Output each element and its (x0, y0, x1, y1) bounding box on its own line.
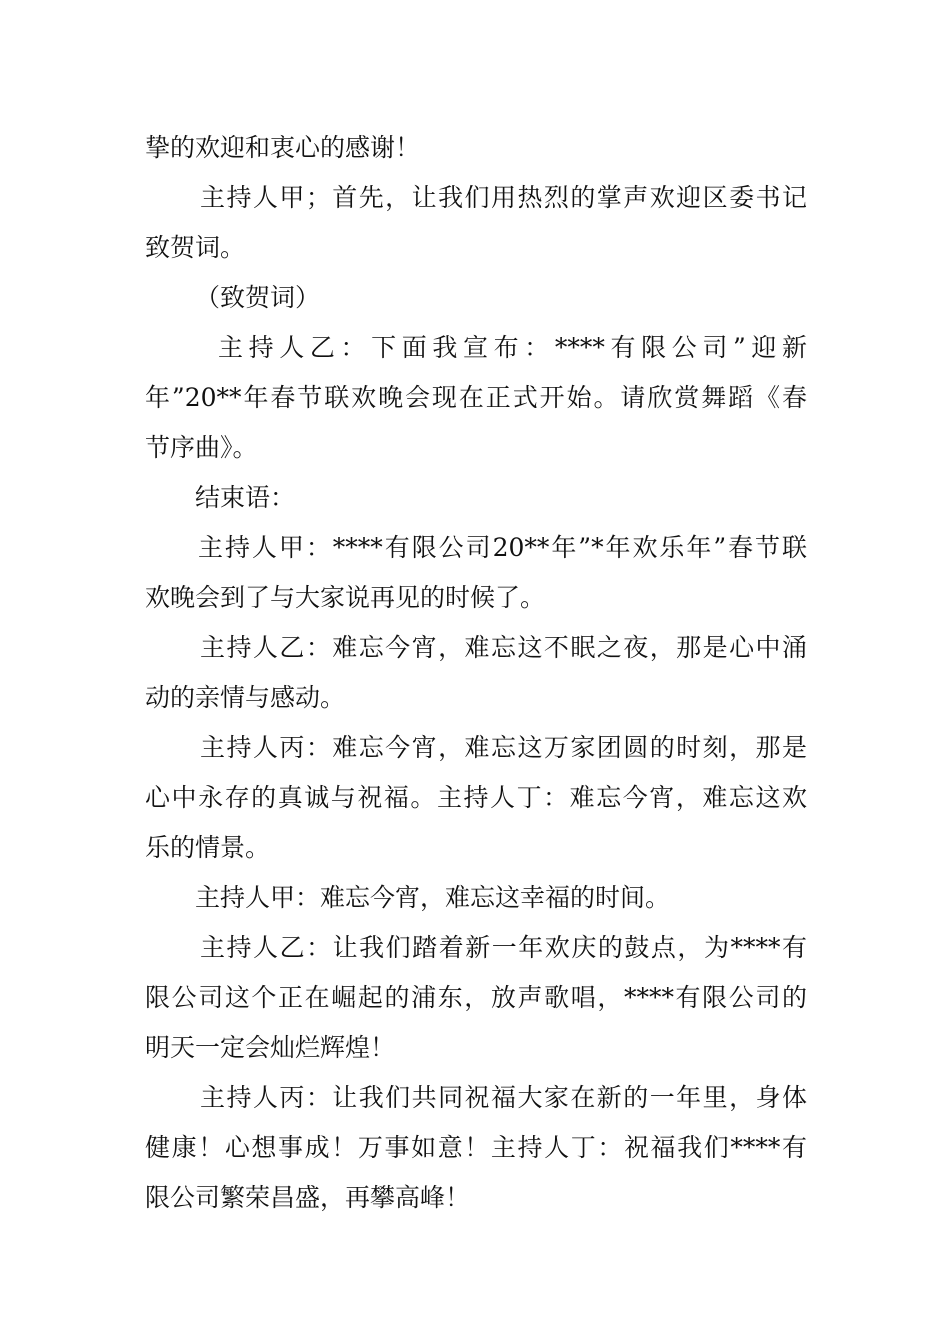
text-line: 主持人甲；首先，让我们用热烈的掌声欢迎区委书记 (200, 183, 807, 212)
text-line: 欢晚会到了与大家说再见的时候了。 (145, 583, 546, 612)
text-line: 健康！心想事成！万事如意！主持人丁：祝福我们****有 (145, 1133, 807, 1162)
text-line: 年”20**年春节联欢晚会现在正式开始。请欣赏舞蹈《春 (145, 383, 807, 412)
text-line: 明天一定会灿烂辉煌！ (145, 1033, 396, 1062)
text-line: 限公司这个正在崛起的浦东，放声歌唱，****有限公司的 (145, 983, 807, 1012)
text-line: 节序曲》。 (145, 433, 258, 462)
text-line: 主持人乙：难忘今宵，难忘这不眠之夜，那是心中涌 (200, 633, 807, 662)
text-line: 主持人丙：让我们共同祝福大家在新的一年里，身体 (200, 1083, 807, 1112)
text-line: （致贺词） (195, 283, 321, 312)
text-line: 动的亲情与感动。 (145, 683, 346, 712)
text-line: 限公司繁荣昌盛，再攀高峰！ (145, 1183, 471, 1212)
text-line: 主持人甲：难忘今宵，难忘这幸福的时间。 (195, 883, 671, 912)
text-line: 挚的欢迎和衷心的感谢！ (145, 133, 421, 162)
text-line: 主持人甲：****有限公司20**年”*年欢乐年”春节联 (198, 533, 807, 562)
text-line: 乐的情景。 (145, 833, 271, 862)
text-line: 心中永存的真诚与祝福。主持人丁：难忘今宵，难忘这欢 (145, 783, 807, 812)
text-line: 致贺词。 (145, 233, 246, 262)
text-line: 结束语： (195, 483, 296, 512)
text-line: 主持人丙：难忘今宵，难忘这万家团圆的时刻，那是 (200, 733, 807, 762)
text-line: 主持人乙：让我们踏着新一年欢庆的鼓点，为****有 (200, 933, 807, 962)
text-line: 主持人乙：下面我宣布：****有限公司”迎新 (218, 333, 807, 362)
